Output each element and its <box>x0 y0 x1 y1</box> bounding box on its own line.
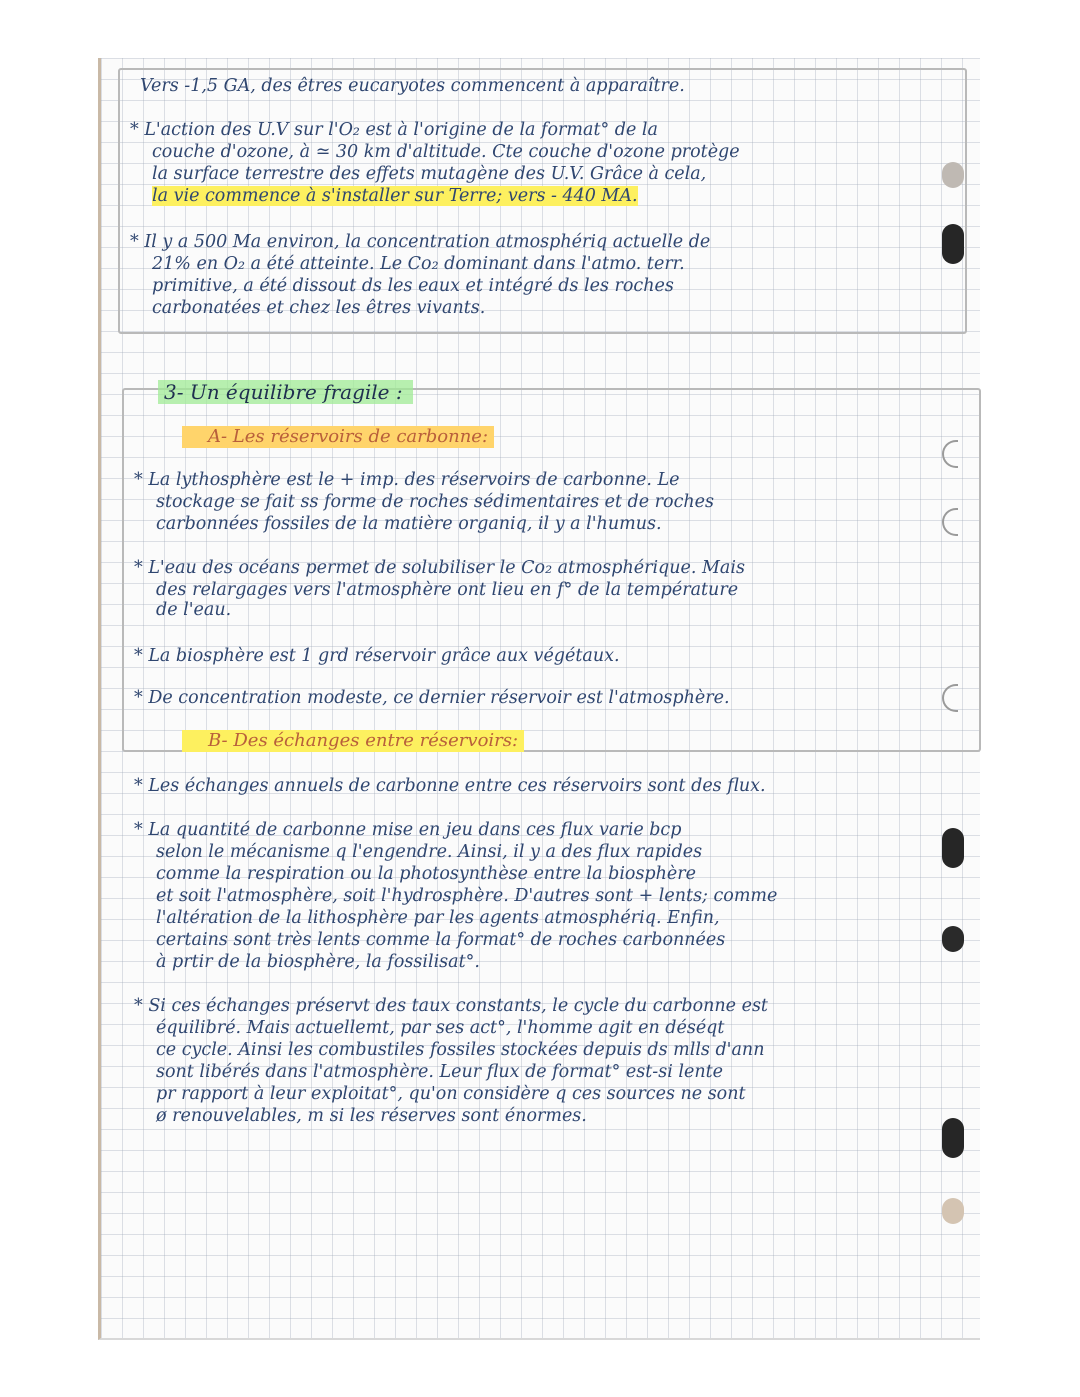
note-line: des relargages vers l'atmosphère ont lieu en f° de la température <box>156 580 739 600</box>
note-line: l'altération de la lithosphère par les agents atmosphériq. Enfin, <box>156 908 720 928</box>
note-line: stockage se fait ss forme de roches sédimentaires et de roches <box>156 492 714 512</box>
note-line: ø renouvelables, m si les réserves sont énormes. <box>156 1106 587 1126</box>
note-line: * Si ces échanges préservt des taux constants, le cycle du carbonne est <box>134 996 768 1016</box>
note-line: * L'eau des océans permet de solubiliser le Co₂ atmosphérique. Mais <box>134 558 745 578</box>
note-line: selon le mécanisme q l'engendre. Ainsi, il y a des flux rapides <box>156 842 703 862</box>
binder-hole-8 <box>942 1118 964 1158</box>
note-line: de l'eau. <box>156 600 232 620</box>
note-line: carbonnées fossiles de la matière organiq, il y a l'humus. <box>156 514 662 534</box>
binder-hole-9 <box>942 1198 964 1224</box>
note-line: comme la respiration ou la photosynthèse entre la biosphère <box>156 864 696 884</box>
subsection-b-title: B- Des échanges entre réservoirs: <box>182 730 524 752</box>
binder-hole-7 <box>942 926 964 952</box>
highlighted-note-line: la vie commence à s'installer sur Terre; vers - 440 MA. <box>152 186 638 206</box>
note-line: Vers -1,5 GA, des êtres eucaryotes commencent à apparaître. <box>140 76 685 96</box>
note-line: * La lythosphère est le + imp. des réservoirs de carbonne. Le <box>134 470 680 490</box>
note-line: équilibré. Mais actuellemt, par ses act°, l'homme agit en déséqt <box>156 1018 725 1038</box>
note-line: primitive, a été dissout ds les eaux et intégré ds les roches <box>152 276 674 296</box>
note-line: sont libérés dans l'atmosphère. Leur flux de format° est-si lente <box>156 1062 723 1082</box>
binder-hole-6 <box>942 828 964 868</box>
note-line: * Les échanges annuels de carbonne entre ces réservoirs sont des flux. <box>134 776 766 796</box>
note-line: ce cycle. Ainsi les combustiles fossiles stockées depuis ds mlls d'ann <box>156 1040 765 1060</box>
note-line: * La quantité de carbonne mise en jeu dans ces flux varie bcp <box>134 820 682 840</box>
note-line: 21% en O₂ a été atteinte. Le Co₂ dominant dans l'atmo. terr. <box>152 254 685 274</box>
binder-hole-1 <box>942 162 964 188</box>
section-title: 3- Un équilibre fragile : <box>158 380 413 404</box>
note-line: * L'action des U.V sur l'O₂ est à l'origine de la format° de la <box>130 120 658 140</box>
note-line: et soit l'atmosphère, soit l'hydrosphère. D'autres sont + lents; comme <box>156 886 778 906</box>
note-line: * De concentration modeste, ce dernier réservoir est l'atmosphère. <box>134 688 730 708</box>
note-line: carbonatées et chez les êtres vivants. <box>152 298 486 318</box>
note-line: * Il y a 500 Ma environ, la concentration atmosphériq actuelle de <box>130 232 711 252</box>
note-line: * La biosphère est 1 grd réservoir grâce aux végétaux. <box>134 646 620 666</box>
subsection-a-title: A- Les réservoirs de carbonne: <box>182 426 494 448</box>
note-line: couche d'ozone, à ≃ 30 km d'altitude. Cte couche d'ozone protège <box>152 142 740 162</box>
note-line: certains sont très lents comme la format° de roches carbonnées <box>156 930 726 950</box>
note-line: la surface terrestre des effets mutagène des U.V. Grâce à cela, <box>152 164 707 184</box>
binder-hole-2 <box>942 224 964 264</box>
note-line: à prtir de la biosphère, la fossilisat°. <box>156 952 480 972</box>
note-line: pr rapport à leur exploitat°, qu'on considère q ces sources ne sont <box>156 1084 746 1104</box>
